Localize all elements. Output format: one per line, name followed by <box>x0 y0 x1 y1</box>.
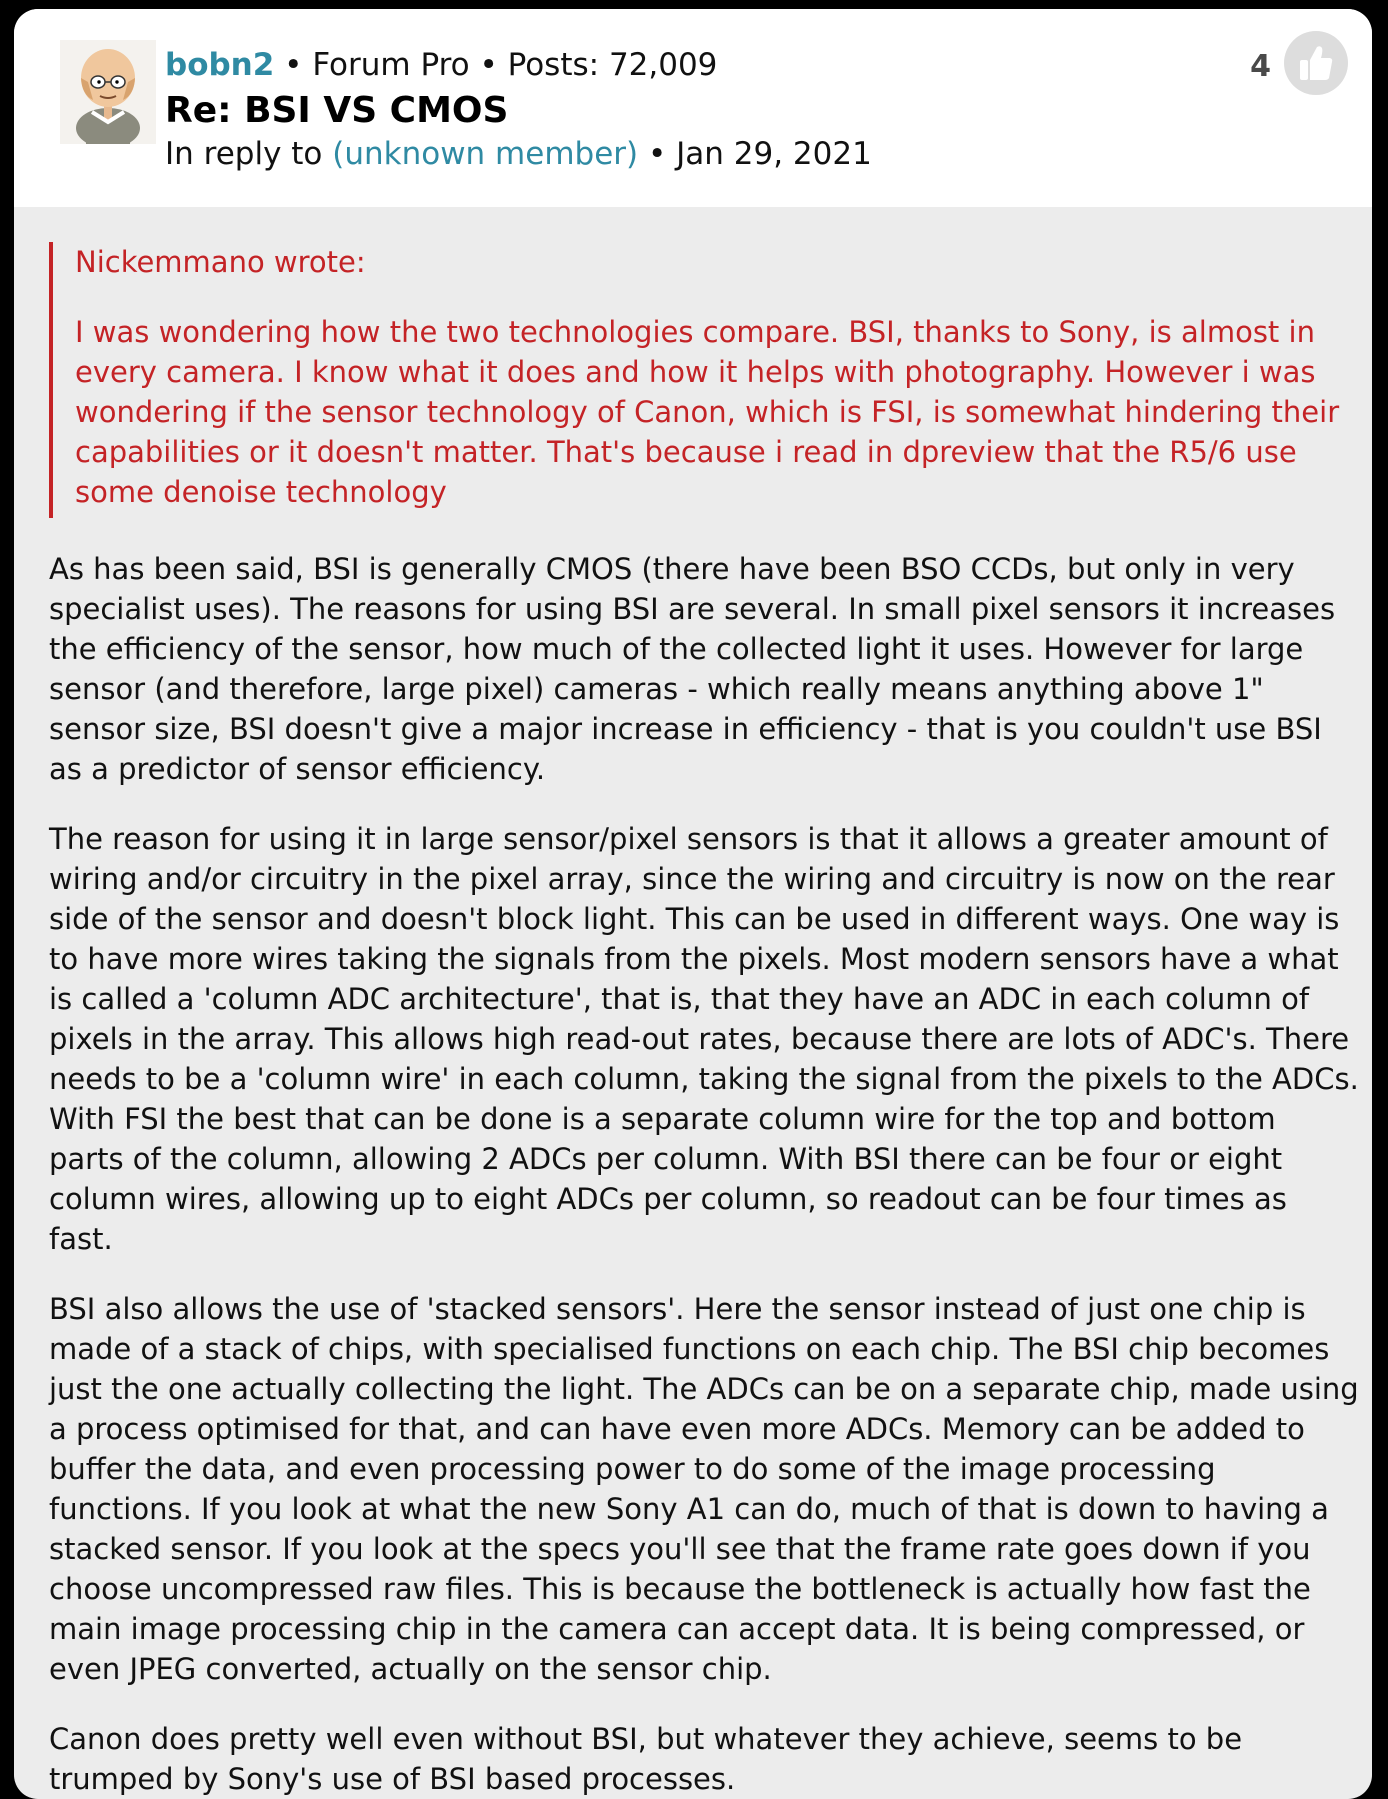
post-body <box>49 549 1359 1799</box>
reply-line <box>165 134 872 174</box>
body-paragraph: As has been said, BSI is generally CMOS (there have been BSO CCDs, but only in very specialist uses). The reasons for using BSI are several. In small pixel sensors it increases the efficiency of the sensor, how much of the collected light it uses. However for large sensor (and therefore, large pixel) cameras - which really means anything above 1" sensor size, BSI doesn't give a major increase in efficiency - that is you couldn't use BSI as a predictor of sensor efficiency. <box>49 552 1336 786</box>
body-paragraph: BSI also allows the use of 'stacked sensors'. Here the sensor instead of just one chip is made of a stack of chips, with specialised functions on each chip. The BSI chip becomes just the one actually collecting the light. The ADCs can be on a separate chip, made using a process optimised for that, and can have even more ADCs. Memory can be added to buffer the data, and even processing power to do some of the image processing functions. If you look at what the new Sony A1 can do, much of that is down to having a stacked sensor. If you look at the specs you'll see that the frame rate goes down if you choose uncompressed raw files. This is because the bottleneck is actually how fast the main image processing chip in the camera can accept data. It is being compressed, or even JPEG converted, actually on the sensor chip. <box>49 1292 1359 1686</box>
post-title: Re: BSI VS CMOS <box>165 90 509 131</box>
avatar-cartoon-icon <box>60 40 156 144</box>
quoted-message <box>49 242 1359 518</box>
reply-prefix: In reply to <box>165 136 333 172</box>
post-date: • Jan 29, 2021 <box>638 136 872 172</box>
avatar[interactable] <box>60 40 156 144</box>
author-name-link[interactable]: bobn2 <box>165 47 275 83</box>
thumbs-up-icon <box>1299 45 1333 81</box>
body-paragraph: The reason for using it in large sensor/pixel sensors is that it allows a greater amount of wiring and/or circuitry in the pixel array, since the wiring and circuitry is now on the rear side of the sensor and doesn't block light. This can be used in different ways. One way is to have more wires taking the signals from the pixels. Most modern sensors have a what is called a 'column ADC architecture', that is, that they have an ADC in each column of pixels in the array. This allows high read-out rates, because there are lots of ADC's. There needs to be a 'column wire' in each column, taking the signal from the pixels to the ADCs. With FSI the best that can be done is a separate column wire for the top and bottom parts of the column, allowing 2 ADCs per column. With BSI there can be four or eight column wires, allowing up to eight ADCs per column, so readout can be four times as fast. <box>49 822 1359 1256</box>
body-paragraph: Canon does pretty well even without BSI, but whatever they achieve, seems to be trumped by Sony's use of BSI based processes. <box>49 1722 1243 1796</box>
forum-post-card <box>14 9 1372 1799</box>
like-button[interactable] <box>1284 31 1348 95</box>
reply-to-link[interactable]: (unknown member) <box>332 136 639 172</box>
quote-author-line: Nickemmano wrote: <box>75 245 366 279</box>
quote-text: I was wondering how the two technologies compare. BSI, thanks to Sony, is almost in every camera. I know what it does and how it helps with photography. However i was wondering if the sensor technology of Canon, which is FSI, is somewhat hindering their capabilities or it doesn't matter. That's because i read in dpreview that the R5/6 use some denoise technology <box>75 315 1340 509</box>
post-header <box>14 9 1372 207</box>
author-line <box>165 45 717 85</box>
like-count: 4 <box>1250 49 1271 84</box>
author-meta: • Forum Pro • Posts: 72,009 <box>274 47 718 83</box>
